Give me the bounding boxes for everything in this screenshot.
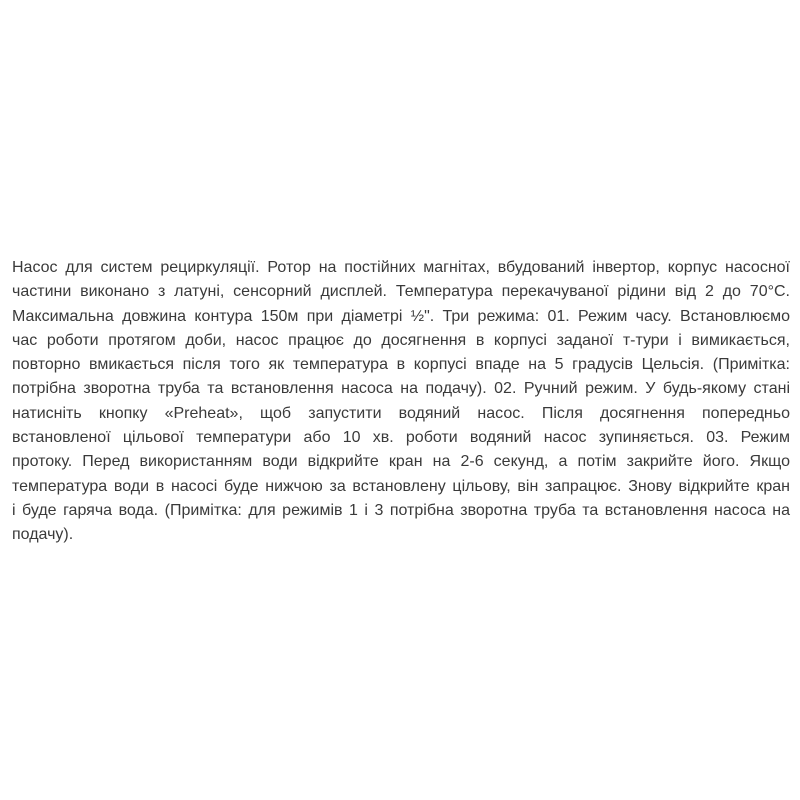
description-line-11: і буде гаряча вода. (Примітка: для режимів 1 і 3 потрібна зворотна труба та встановлення насоса на (12, 501, 790, 519)
description-line-12: подачу). (12, 526, 74, 544)
description-line-6: потрібна зворотна труба та встановлення насоса на подачу). 02. Ручний режим. У будь-якому стані (12, 380, 790, 398)
description-line-1: Насос для систем рециркуляції. Ротор на постійних магнітах, вбудований інвертор, корпус насосної (12, 259, 790, 276)
description-line-3: Максимальна довжина контура 150м при діаметрі ½". Три режима: 01. Режим часу. Встановлюємо (12, 307, 790, 325)
description-line-10: температура води в насосі буде нижчою за встановлену цільову, він запрацює. Знову відкрийте кран (12, 477, 790, 495)
description-line-7: натисніть кнопку «Preheat», щоб запустити водяний насос. Після досягнення попередньо (12, 404, 790, 422)
description-line-4: час роботи протягом доби, насос працює до досягнення в корпусі заданої т-тури і вимикається, (12, 331, 790, 349)
description-line-9: протоку. Перед використанням води відкрийте кран на 2-6 секунд, а потім закрийте його. Якщо (12, 453, 790, 471)
product-description (12, 256, 790, 548)
description-line-5: повторно вмикається після того як температура в корпусі впаде на 5 градусів Цельсія. (Примітка: (12, 356, 790, 374)
description-line-2: частини виконано з латуні, сенсорний дисплей. Температура перекачуваної рідини від 2 до 70°С. (12, 283, 790, 301)
description-line-8: встановленої цільової температури або 10 хв. роботи водяний насос зупиняється. 03. Режим (12, 429, 790, 447)
